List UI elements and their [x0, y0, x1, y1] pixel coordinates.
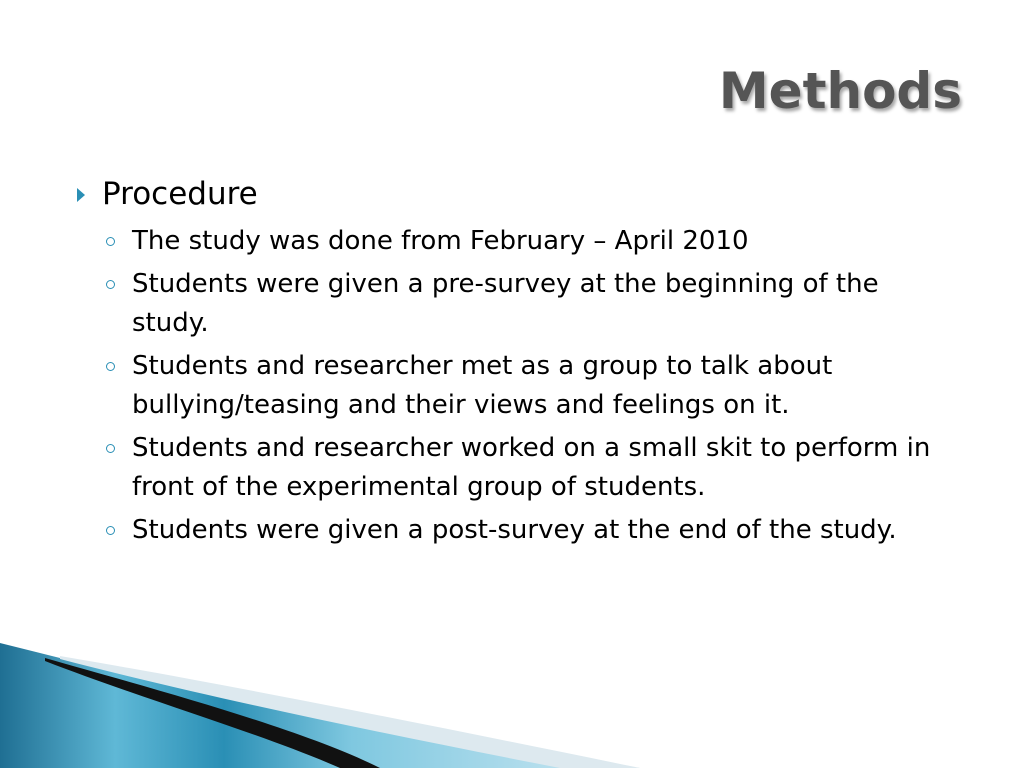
decorative-wave-band	[0, 643, 1024, 768]
hollow-circle-icon	[104, 429, 132, 468]
list-item	[76, 265, 976, 344]
list-item	[76, 429, 976, 508]
triangle-right-icon	[76, 172, 102, 216]
bullet-level-1	[76, 172, 976, 216]
list-item-text: Students and researcher worked on a small skit to perform in front of the experimental group of students.	[132, 432, 931, 502]
list-item	[76, 222, 976, 262]
hollow-circle-icon	[104, 222, 132, 261]
slide-body	[76, 172, 976, 553]
procedure-list	[76, 222, 976, 550]
list-item	[76, 511, 976, 551]
list-item-text: Students were given a pre-survey at the beginning of the study.	[132, 268, 879, 338]
hollow-circle-icon	[104, 347, 132, 386]
list-item	[76, 347, 976, 426]
procedure-heading: Procedure	[102, 176, 258, 212]
list-item-text: Students and researcher met as a group to talk about bullying/teasing and their views and feelings on it.	[132, 350, 833, 420]
list-item-text: Students were given a post-survey at the end of the study.	[132, 514, 897, 545]
hollow-circle-icon	[104, 265, 132, 304]
slide-title: Methods	[718, 62, 962, 120]
hollow-circle-icon	[104, 511, 132, 550]
list-item-text: The study was done from February – April 2010	[132, 226, 749, 256]
